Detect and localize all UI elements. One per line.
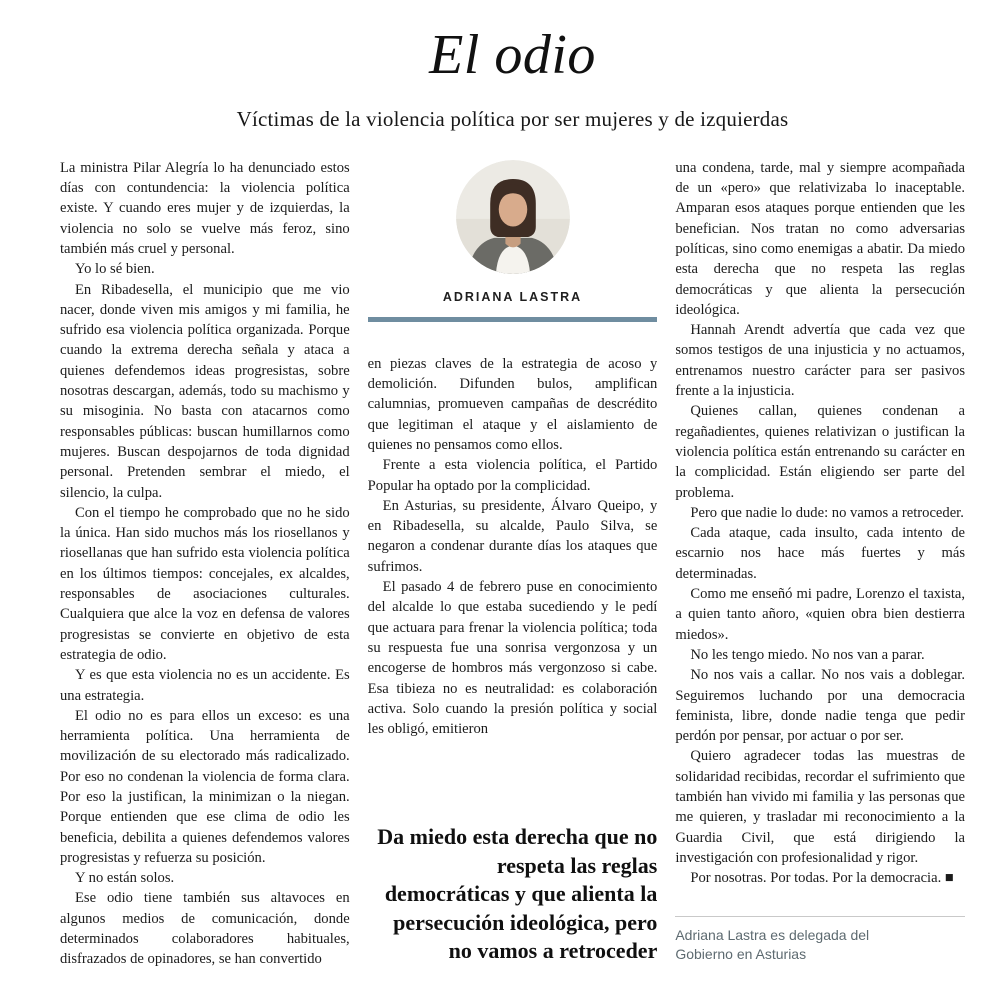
paragraph: en piezas claves de la estrategia de acoso y demolición. Difunden bulos, amplifican calumnias, promueven campañas de descrédito que legitiman el ataque y el aislamiento de quienes no pensamos como ellos. bbox=[367, 355, 658, 453]
paragraph: una condena, tarde, mal y siempre acompañada de un «pero» que relativizaba lo inaceptable. Amparan esos ataques porque entienden que les benefician. Nos tratan no como adversarias políticas, sino como enemigas a abatir. Da miedo esta derecha que no respeta las reglas democráticas y que alienta la persecución ideológica. bbox=[675, 159, 966, 318]
paragraph: El odio no es para ellos un exceso: es una herramienta política. Una herramienta de movilización de su electorado más radicalizado. Por eso no condenan la violencia de forma clara. Por eso la justifican, la minimizan o la niegan. Porque entienden que ese clima de odio les beneficia, debilita a quienes defendemos valores progresistas y refuerza su posición. bbox=[60, 707, 350, 866]
pull-quote: Da miedo esta derecha que no respeta las reglas democráticas y que alienta la persecución ideológica, pero no vamos a retroceder bbox=[377, 824, 658, 964]
paragraph: En Ribadesella, el municipio que me vio nacer, donde viven mis amigos y mi familia, he sufrido esa violencia política organizada. Porque cuando la extrema derecha señala y ataca a quienes defendemos ideas progresistas, sobre nosotras descargan, además, todo su machismo y su misoginia. No basta con atacarnos como responsables públicas: buscan humillarnos como mujeres. Buscan despojarnos de toda dignidad personal. Pretenden sembrar el miedo, el silencio, la culpa. bbox=[60, 281, 350, 501]
paragraph: Quiero agradecer todas las muestras de solidaridad recibidas, recordar el sufrimiento que también han vivido mi familia y las personas que me quieren, y trasladar mi reconocimiento a la Guardia Civil, que está dirigiendo la investigación con profesionalidad y rigor. bbox=[675, 748, 966, 866]
paragraph: Pero que nadie lo dude: no vamos a retroceder. bbox=[690, 504, 964, 521]
paragraph: Quienes callan, quienes condenan a regañadientes, quienes relativizan o justifican la violencia política están entrenando su carácter en la complicidad. Están eligiendo ser parte del problema. bbox=[675, 403, 966, 501]
paragraph: El pasado 4 de febrero puse en conocimiento del alcalde lo que estaba sucediendo y le pedí que actuara para frenar la violencia política; toda su respuesta fue una sonrisa vergonzosa y un encogerse de hombros más vergonzoso si cabe. Esa tibieza no es neutralidad: es colaboración activa. Solo cuando la presión política y social les obligó, emitieron bbox=[367, 579, 658, 738]
paragraph: Por nosotras. Por todas. Por la democracia. ■ bbox=[690, 870, 954, 887]
paragraph: No nos vais a callar. No nos vais a doblegar. Seguiremos luchando por una democracia feminista, libre, donde nadie tenga que pedir perdón por pensar, por actuar o por ser. bbox=[675, 667, 966, 745]
paragraph: Cada ataque, cada insulto, cada intento de escarnio nos hace más fuertes y más determinadas. bbox=[675, 525, 966, 582]
paragraph: Con el tiempo he comprobado que no he sido la única. Han sido muchos más los riosellanos y riosellanas que han sufrido esta violencia política en los últimos tiempos: concejales, ex alcaldes, responsables de asociaciones culturales. Cualquiera que alce la voz en defensa de valores progresistas se convierte en objetivo de esta estrategia de odio. bbox=[60, 504, 350, 663]
article-header bbox=[60, 26, 965, 132]
paragraph: Frente a esta violencia política, el Partido Popular ha optado por la complicidad. bbox=[367, 457, 658, 494]
paragraph: Y no están solos. bbox=[75, 870, 175, 887]
author-portrait-photo bbox=[456, 160, 570, 274]
column-2 bbox=[368, 158, 658, 970]
paragraph: En Asturias, su presidente, Álvaro Queipo, y en Ribadesella, su alcalde, Paulo Silva, se negaron a condenar durante días los ataques que sufrimos. bbox=[367, 497, 658, 575]
article-title: El odio bbox=[429, 24, 596, 86]
article-columns bbox=[60, 158, 965, 970]
article-subtitle: Víctimas de la violencia política por ser mujeres y de izquierdas bbox=[236, 106, 789, 131]
paragraph: Ese odio tiene también sus altavoces en algunos medios de comunicación, donde determinados colaboradores habituales, disfrazados de opinadores, se han convertido bbox=[60, 890, 350, 968]
paragraph: Como me enseñó mi padre, Lorenzo el taxista, a quien tanto añoro, «quien obra bien destierra miedos». bbox=[675, 586, 966, 643]
column-1-text bbox=[60, 158, 350, 970]
paragraph: La ministra Pilar Alegría lo ha denunciado estos días con contundencia: la violencia política existe. Y cuando eres mujer y de izquierdas, la violencia no solo se vuelve más feroz, sino también más cruel y personal. bbox=[60, 159, 350, 257]
paragraph: Yo lo sé bien. bbox=[75, 261, 155, 278]
column-2-text bbox=[368, 354, 658, 740]
column-3 bbox=[675, 158, 965, 970]
paragraph: Hannah Arendt advertía que cada vez que somos testigos de una injusticia y no actuamos, entrenamos nuestro carácter para ser pasivos frente a la injusticia. bbox=[675, 322, 966, 400]
author-bio-footer bbox=[675, 916, 965, 970]
column-1 bbox=[60, 158, 350, 970]
portrait-illustration bbox=[456, 160, 570, 274]
author-bio-text: Adriana Lastra es delegada del Gobierno en Asturias bbox=[675, 926, 870, 962]
column-3-text bbox=[675, 158, 965, 889]
accent-rule bbox=[368, 317, 658, 322]
author-name-caption: ADRIANA LASTRA bbox=[442, 289, 583, 304]
paragraph: No les tengo miedo. No nos van a parar. bbox=[690, 646, 925, 663]
author-photo-block bbox=[368, 158, 658, 322]
paragraph: Y es que esta violencia no es un accidente. Es una estrategia. bbox=[60, 667, 350, 704]
